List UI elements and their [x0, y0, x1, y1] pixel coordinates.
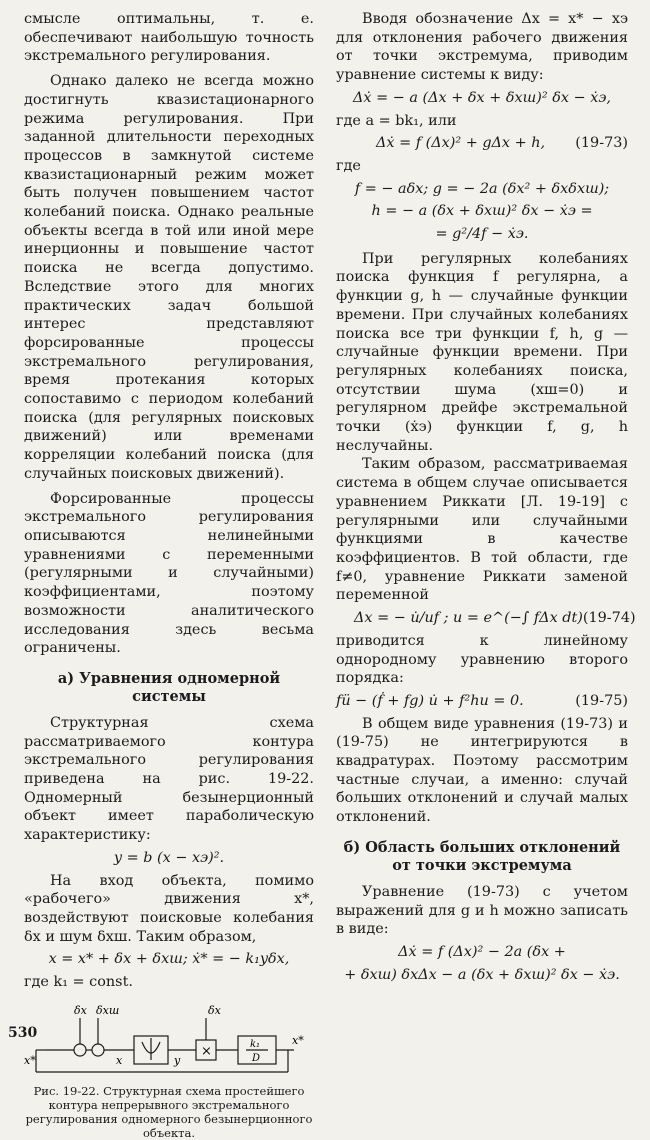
- right-paragraph-5: В общем виде уравнения (19-73) и (19-75) не интегрируются в квадратурах. Поэтому рассмотрим частные случаи, а именно: случай больших отклонений и случай малых отклонений.: [336, 715, 628, 826]
- left-paragraph-2: Однако далеко не всегда можно достигнуть квазистационарного режима регулирования. При заданной длительности переходных процессов в замкнутой системе квазистационарный режим может быть получен повышением частот колебаний поиска. Однако реальные объекты всегда в той или иной мере инерционны и повышение частот поиска не всегда допустимо. Вследствие этого для многих практических задач большой интерес представляют форсированные процессы экстремального регулирования, время протекания которых сопоставимо с периодом колебаний поиска (для регулярных поисковых движений) или временами корреляции колебаний поиска (для случайных поисковых движений).: [24, 73, 314, 482]
- right-paragraph-2: При регулярных колебаниях поиска функция f регулярна, а функции g, h — случайные функции времени. При случайных колебаниях поиска все три функции f, h, g — случайные функции времени. При регулярных колебаниях поиска, отсутствии шума (xш=0) и регулярном дрейфе экстремальной точки (ẋэ) функции f, g, h неслучайны.: [336, 250, 628, 454]
- right-paragraph-1: Вводя обозначение Δx = x* − xэ для отклонения рабочего движения от точки экстремума, приводим уравнение системы к виду:: [336, 11, 628, 84]
- section-heading-a: а) Уравнения одномерной системы: [57, 669, 281, 705]
- left-column: [24, 10, 314, 1140]
- diagram-label-D: D: [252, 1052, 261, 1064]
- block-diagram-19-22: [24, 1000, 314, 1078]
- where-a: где a = bk₁, или: [336, 112, 457, 129]
- left-paragraph-1: смысле оптимальны, т. е. обеспечивают наибольшую точность экстремального регулирования.: [24, 11, 314, 65]
- section-heading-b: б) Область больших отклонений от точки экстремума: [343, 838, 621, 874]
- left-paragraph-3: Форсированные процессы экстремального регулирования описываются нелинейными уравнениями с переменными (регулярными и случайными) коэффициентами, поэтому возможности аналитического исследования здесь весьма ограничены.: [24, 490, 314, 657]
- diagram-label-k1: k₁: [250, 1038, 261, 1050]
- equation-19-74: [336, 609, 636, 628]
- diagram-label-xstar-left: x*: [24, 1053, 36, 1067]
- equation-19-73: [336, 134, 628, 153]
- left-paragraph-5: На вход объекта, помимо «рабочего» движения x*, воздействуют поисковые колебания δx и шум δxш. Таким образом,: [24, 872, 314, 945]
- equation-19-73-body: Δẋ = f (Δx)² + gΔx + h,: [376, 135, 546, 152]
- equation-h: h = − a (δx + δxш)² δx − ẋэ =: [371, 203, 593, 220]
- diagram-label-x-mid: x: [116, 1053, 123, 1067]
- diagram-label-multiply: ×: [201, 1043, 212, 1059]
- right-column: [336, 10, 636, 988]
- where-k1: где k₁ = const.: [24, 974, 133, 991]
- diagram-label-xstar-out: x*: [292, 1033, 304, 1047]
- equation-expanded-2: + δxш) δxΔx − a (δx + δxш)² δx − ẋэ.: [344, 966, 620, 983]
- figure-caption: Рис. 19-22. Структурная схема простейшего контура непрерывного экстремального регулирования одномерного безынерционного объекта.: [25, 1083, 313, 1140]
- equation-19-75: [336, 692, 628, 711]
- equation-f-g: f = − aδx; g = − 2a (δx² + δxδxш);: [354, 180, 610, 197]
- equation-19-75-number: (19-75): [575, 692, 628, 709]
- equation-h-cont: = g²/4f − ẋэ.: [435, 226, 529, 243]
- equation-x-sum: x = x* + δx + δxш; ẋ* = − k₁yδx,: [48, 951, 290, 968]
- page-number: 530: [8, 1025, 38, 1041]
- diagram-label-dx-input: δx: [74, 1003, 87, 1017]
- diagram-label-dx-multiplier: δx: [208, 1003, 221, 1017]
- summing-junction-1: [74, 1044, 86, 1056]
- right-paragraph-3: Таким образом, рассматриваемая система в общем случае описывается уравнением Риккати [Л. 19-19] с регулярными или случайными функциями в качестве коэффициентов. В той области, где f≠0, уравнение Риккати заменой переменной: [336, 456, 628, 604]
- left-paragraph-4: Структурная схема рассматриваемого контура экстремального регулирования приведена на рис. 19-22. Одномерный безынерционный объект имеет параболическую характеристику:: [24, 714, 314, 844]
- right-paragraph-6: Уравнение (19-73) с учетом выражений для g и h можно записать в виде:: [336, 883, 628, 938]
- equation-delta-x-dot: Δẋ = − a (Δx + δx + δxш)² δx − ẋэ,: [353, 89, 611, 106]
- diagram-label-y: y: [174, 1053, 181, 1067]
- where-2: где: [336, 157, 361, 174]
- equation-19-75-body: fü − (ḟ + fg) u̇ + f²hu = 0.: [336, 692, 524, 709]
- equation-19-74-body: Δx = − u̇/uf ; u = e^(−∫ fΔx dt): [354, 610, 583, 627]
- summing-junction-2: [92, 1044, 104, 1056]
- equation-expanded-1: Δẋ = f (Δx)² − 2a (δx +: [398, 943, 566, 960]
- right-paragraph-4: приводится к линейному однородному уравнению второго порядка:: [336, 632, 628, 687]
- equation-19-73-number: (19-73): [575, 135, 628, 152]
- equation-19-74-number: (19-74): [582, 610, 636, 627]
- diagram-label-dxsh: δxш: [96, 1003, 120, 1017]
- equation-parabola: y = b (x − xэ)².: [113, 849, 225, 866]
